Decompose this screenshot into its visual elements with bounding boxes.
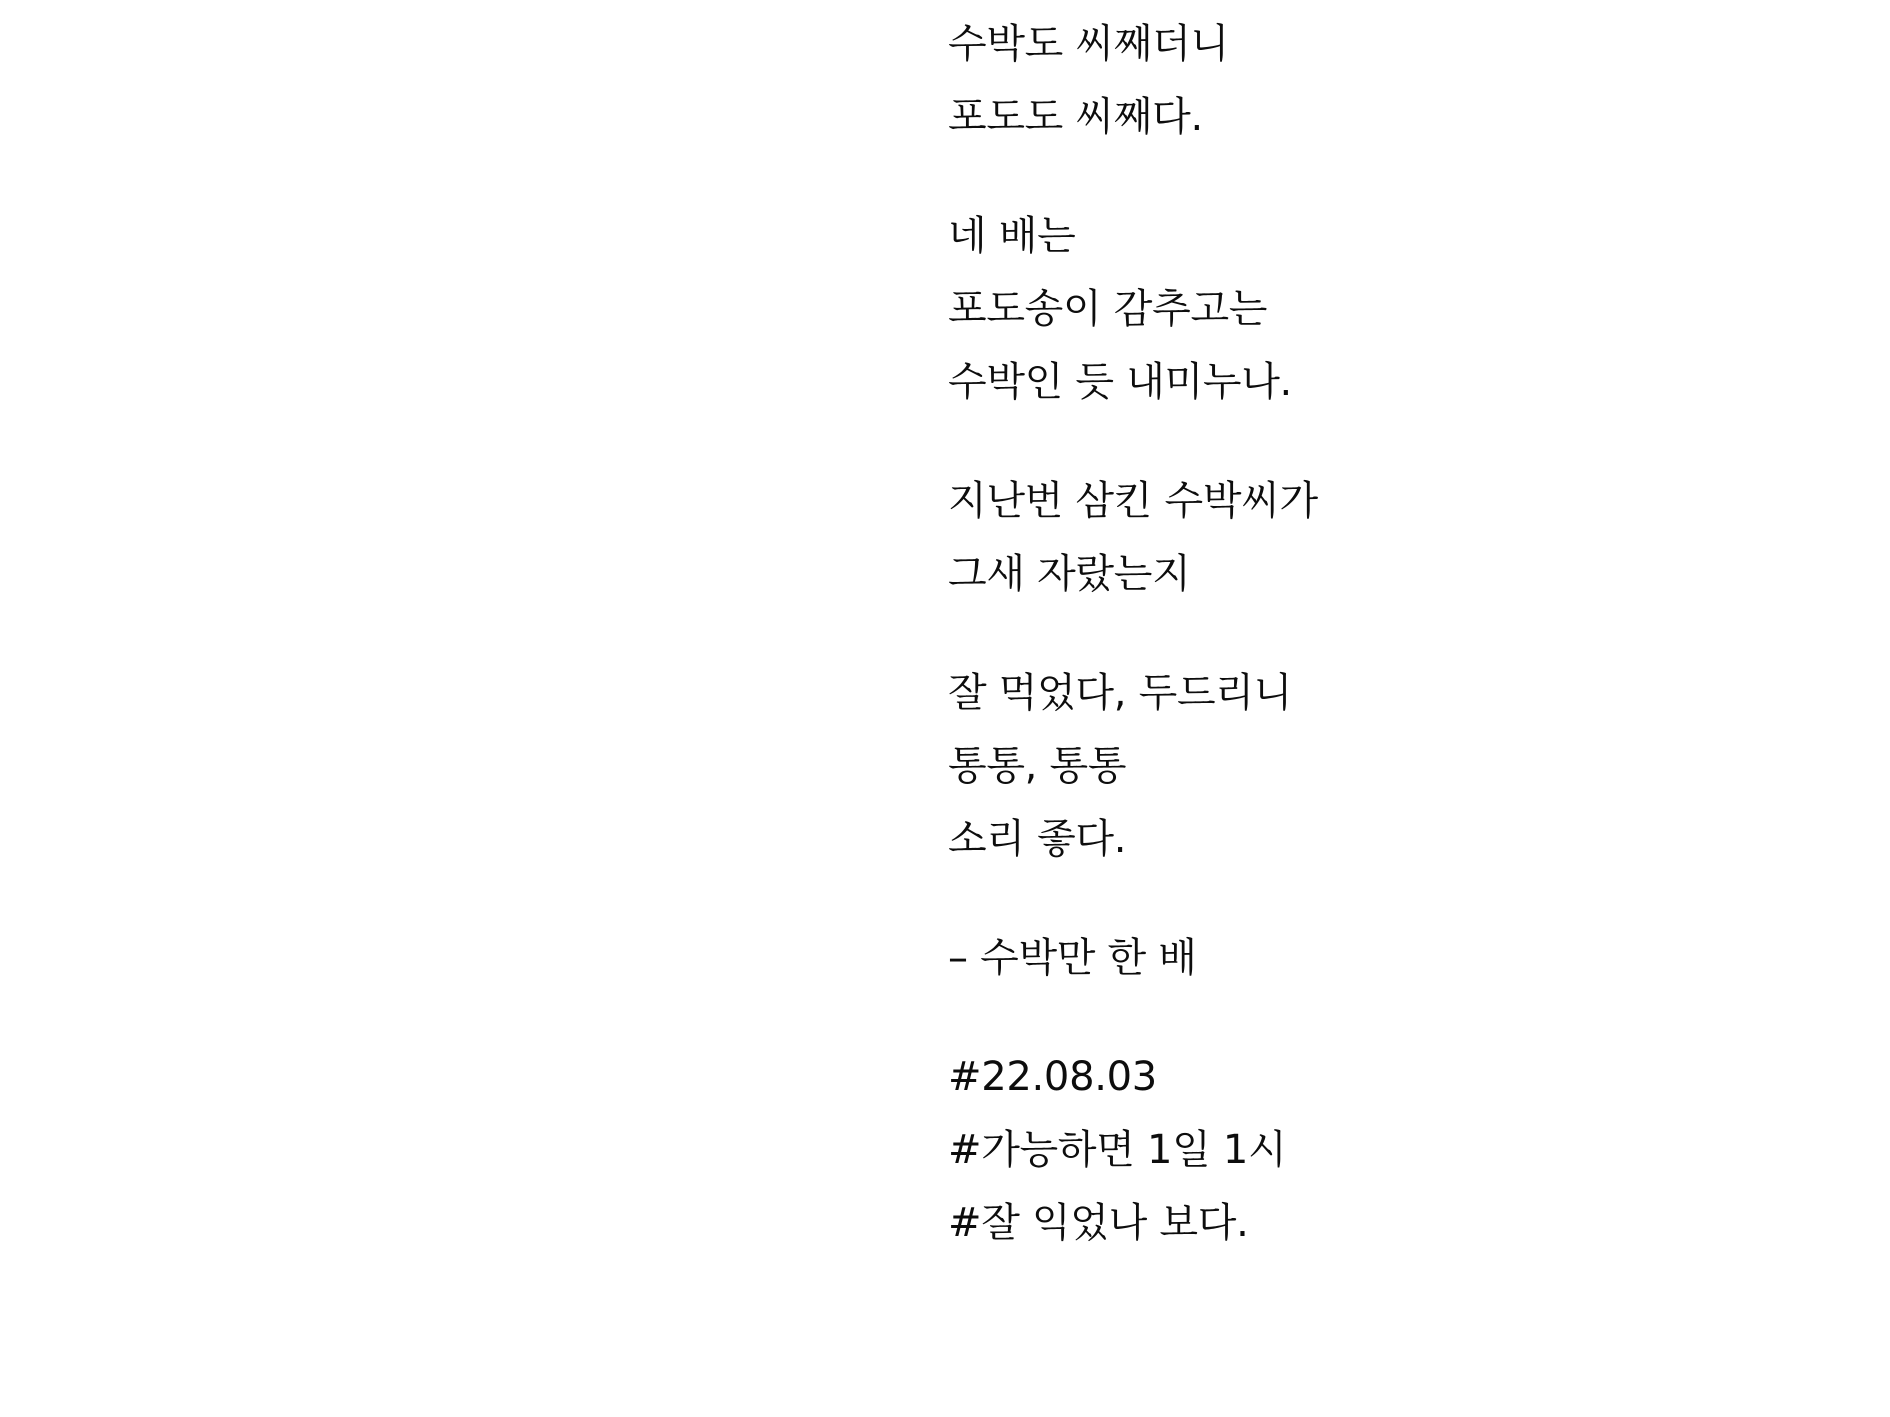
stanza-4	[948, 657, 1768, 876]
poem-line: 지난번 삼킨 수박씨가	[948, 478, 1318, 524]
hashtag-date: #22.08.03	[948, 1054, 1157, 1100]
poem-line: 포도송이 감추고는	[948, 286, 1268, 332]
poem-line: 네 배는	[948, 213, 1076, 259]
poem-line: 소리 좋다.	[948, 816, 1127, 862]
hashtag-item: #가능하면 1일 1시	[948, 1127, 1287, 1173]
poem-title-text: – 수박만 한 배	[948, 935, 1197, 981]
stanza-3	[948, 465, 1768, 611]
stanza-1	[948, 8, 1768, 154]
poem-title-line	[948, 922, 1768, 995]
hashtag-item: #잘 익었나 보다.	[948, 1200, 1249, 1246]
hashtag-block	[948, 1041, 1768, 1260]
poem-line: 수박인 듯 내미누나.	[948, 359, 1292, 405]
poem-line: 통통, 통통	[948, 743, 1127, 789]
stanza-2	[948, 200, 1768, 419]
poem-line: 포도도 씨째다.	[948, 94, 1203, 140]
poem-text-block	[948, 8, 1768, 1260]
poem-line: 잘 먹었다, 두드리니	[948, 670, 1292, 716]
poem-line: 그새 자랐는지	[948, 551, 1191, 597]
poem-line: 수박도 씨째더니	[948, 21, 1229, 67]
